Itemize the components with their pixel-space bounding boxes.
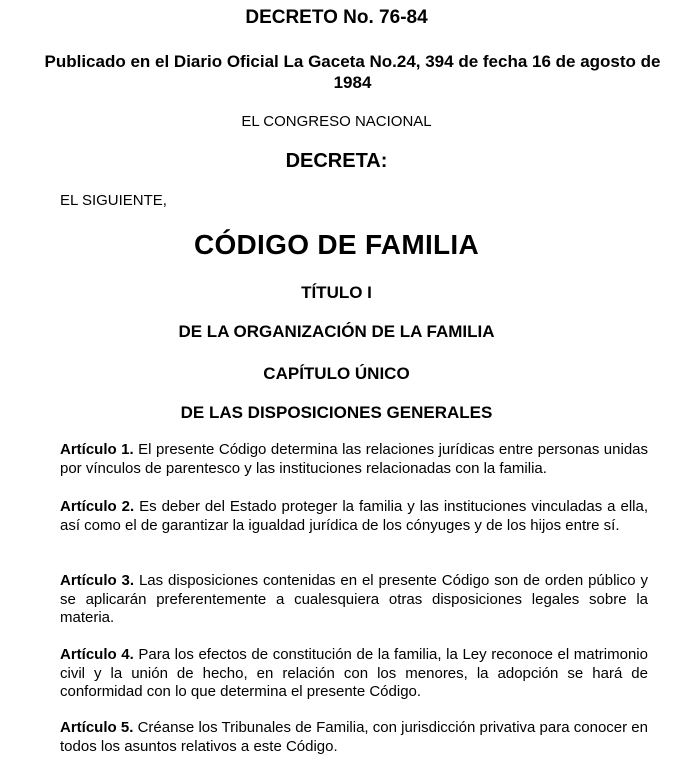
capitulo-name-heading: DE LAS DISPOSICIONES GENERALES	[180, 403, 493, 422]
article-text: El presente Código determina las relaciones jurídicas entre personas unidas por vínculos de parentesco y las instituciones relacionadas con la familia.	[60, 441, 649, 477]
capitulo-heading: CAPÍTULO ÚNICO	[263, 364, 410, 383]
article-label: Artículo 3.	[60, 572, 135, 589]
article-label: Artículo 1.	[60, 441, 134, 458]
congress-heading: EL CONGRESO NACIONAL	[241, 113, 432, 130]
article-5	[60, 719, 648, 756]
titulo-heading: TÍTULO I	[301, 283, 372, 302]
decree-number: DECRETO No. 76-84	[245, 7, 428, 28]
article-label: Artículo 2.	[60, 498, 135, 515]
siguiente-text: EL SIGUIENTE,	[60, 192, 167, 209]
code-title: CÓDIGO DE FAMILIA	[193, 229, 480, 260]
article-text: Para los efectos de constitución de la familia, la Ley reconoce el matrimonio civil y la unión de hecho, en relación con los menores, la adopción se hará de conformidad con lo que determina el presente Código.	[60, 646, 648, 700]
article-label: Artículo 4.	[60, 646, 134, 663]
decreta-heading: DECRETA:	[285, 150, 388, 172]
article-text: Es deber del Estado proteger la familia y las instituciones vinculadas a ella, así como el de garantizar la igualdad jurídica de los cónyuges y de los hijos entre sí.	[60, 498, 648, 534]
article-text: Créanse los Tribunales de Familia, con jurisdicción privativa para conocer en todos los asuntos relativos a este Código.	[60, 719, 648, 755]
article-text: Las disposiciones contenidas en el presente Código son de orden público y se aplicarán preferentemente a cualesquiera otras disposiciones legales sobre la materia.	[60, 572, 648, 626]
article-1	[60, 441, 648, 478]
titulo-name-heading: DE LA ORGANIZACIÓN DE LA FAMILIA	[178, 322, 495, 341]
article-2	[60, 498, 648, 535]
article-4	[60, 646, 648, 702]
publication-note: Publicado en el Diario Oficial La Gaceta No.24, 394 de fecha 16 de agosto de 1984	[44, 52, 661, 92]
article-3	[60, 572, 648, 628]
article-label: Artículo 5.	[60, 719, 134, 736]
